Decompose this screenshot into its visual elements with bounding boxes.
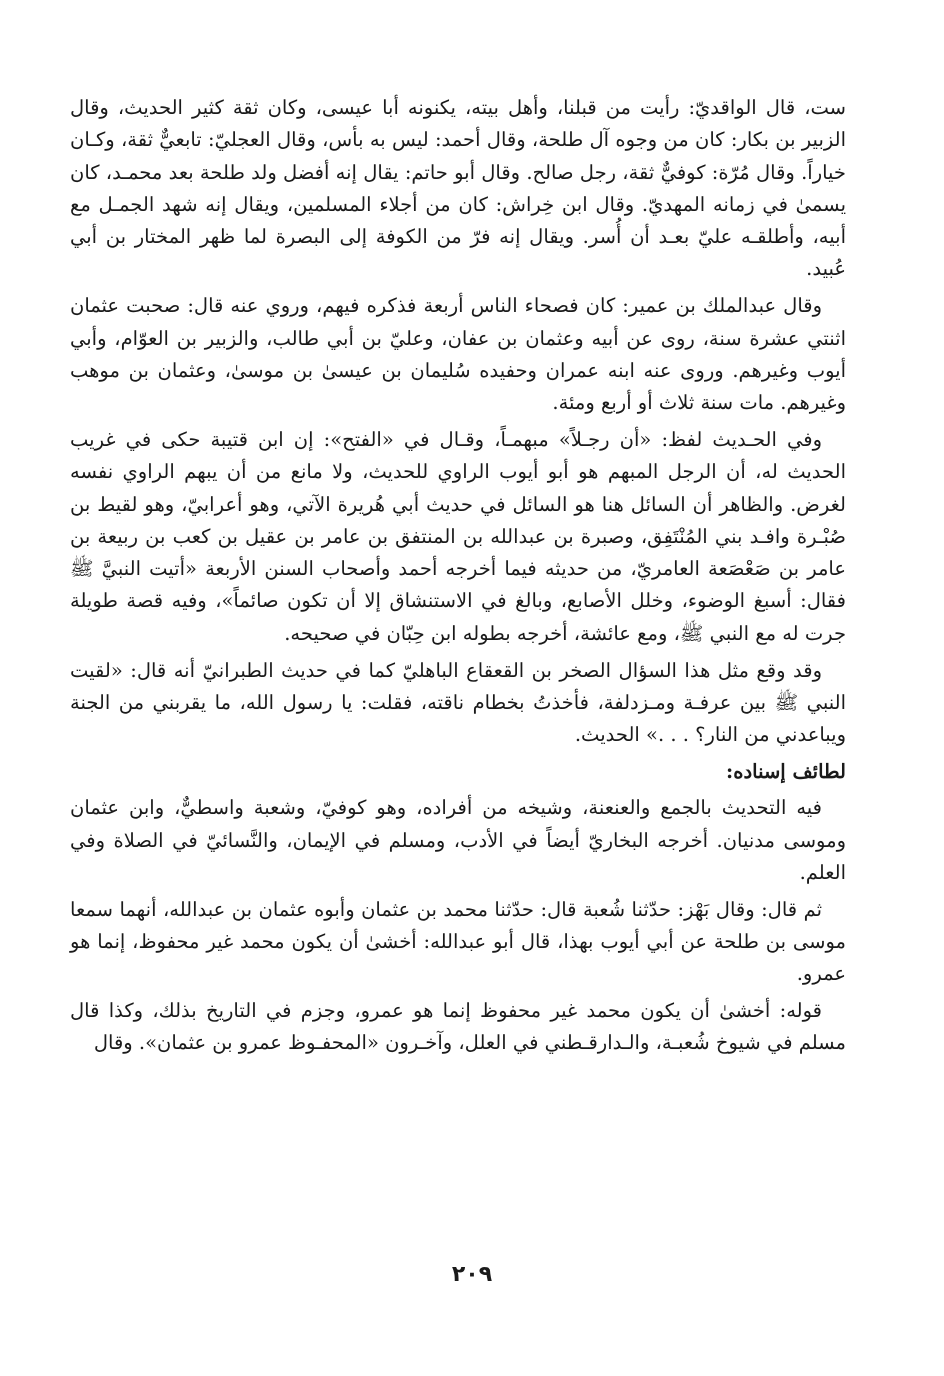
paragraph-5: فيه التحديث بالجمع والعنعنة، وشيخه من أفراده، وهو كوفيّ، وشعبة واسطيٌّ، وابن عثمان وموسى مدنيان. أخرجه البخاريّ أيضاً في الأدب، ومسلم في الإيمان، والنَّسائيّ في الصلاة وفي العلم. <box>70 796 846 884</box>
paragraph-3: وفي الحـديث لفظ: «أن رجـلاً» مبهمـاً، وقـال في «الفتح»: إن ابن قتيبة حكى في غريب الحديث له، أن الرجل المبهم هو أبو أيوب الراوي للحديث، ولا مانع من أن يبهم الراوي نفسه لغرض. والظاهر أن السائل هنا هو السائل في حديث أبي هُريرة الآتي، وهو أعرابيّ، وهو لقيط بن صُبْـرة وافـد بني المُنْتَفِق، وصبرة بن عبدالله بن المنتفق بن عامر بن عقيل بن كعب بن ربيعة بن عامر بن صَعْصَعة العامريّ، من حديثه فيما أخرجه أحمد وأصحاب السنن الأربعة «أتيت النبيَّ ﷺ فقال: أسبغ الوضوء، وخلل الأصابع، وبالغ في الاستنشاق إلا أن تكون صائماً»، وفيه قصة طويلة جرت له مع النبي ﷺ، ومع عائشة، أخرجه بطوله ابن حِبّان في صحيحه. <box>70 427 846 645</box>
paragraph-4: وقد وقع مثل هذا السؤال الصخر بن القعقاع الباهليّ كما في حديث الطبرانيّ أنه قال: «لقيت النبي ﷺ بين عرفـة ومـزدلفة، فأخذتُ بخطام ناقته، فقلت: يا رسول الله، ما يقربني من الجنة ويباعدني من النار؟ . . .» الحديث. <box>70 658 846 747</box>
page-number: ٢٠٩ <box>451 1262 493 1287</box>
paragraph-1: ست، قال الواقديّ: رأيت من قبلنا، وأهل بيته، يكنونه أبا عيسى، وكان ثقة كثير الحديث، وقال الزبير بن بكار: كان من وجوه آل طلحة، وقال أحمد: ليس به بأس، وقال العجليّ: تابعيٌّ ثقة، وكـان خياراً. وقال مُرّة: كوفيٌّ ثقة، رجل صالح. وقال أبو حاتم: يقال إنه أفضل ولد طلحة بعد محمـد، كان يسمىٰ في زمانه المهديّ. وقال ابن خِراش: كان من أجلاء المسلمين، ويقال إنه شهد الجمـل مع أبيه، وأطلقـه عليّ بعـد أن أُسر. ويقال إنه فرّ من الكوفة إلى البصرة لما ظهر المختار بن أبي عُبيد. <box>70 96 846 281</box>
page-text-body <box>70 92 846 1064</box>
paragraph-6: ثم قال: وقال بَهْز: حدّثنا شُعبة قال: حدّثنا محمد بن عثمان وأبوه عثمان بن عبدالله، أنهما سمعا موسى بن طلحة عن أبي أيوب بهذا، قال أبو عبدالله: أخشىٰ أن يكون محمد غير محفوظ، إنما هو عمرو. <box>70 897 846 986</box>
paragraph-7: قوله: أخشىٰ أن يكون محمد غير محفوظ إنما هو عمرو، وجزم في التاريخ بذلك، وكذا قال مسلم في شيوخ شُعبـة، والـدارقـطني في العلل، وآخـرون «المحفـوظ عمرو بن عثمان». وقال <box>70 999 846 1055</box>
paragraph-2: وقال عبدالملك بن عمير: كان فصحاء الناس أربعة فذكره فيهم، وروي عنه قال: صحبت عثمان اثنتي عشرة سنة، روى عن أبيه وعثمان بن عفان، وعليّ بن أبي طالب، والزبير بن العوّام، وأبي أيوب وغيرهم. وروى عنه ابنه عمران وحفيده سُليمان بن عيسىٰ بن موسىٰ، وعثمان بن موهب وغيرهم. مات سنة ثلاث أو أربع ومئة. <box>70 294 846 415</box>
section-heading: لطائف إسناده: <box>726 759 846 783</box>
